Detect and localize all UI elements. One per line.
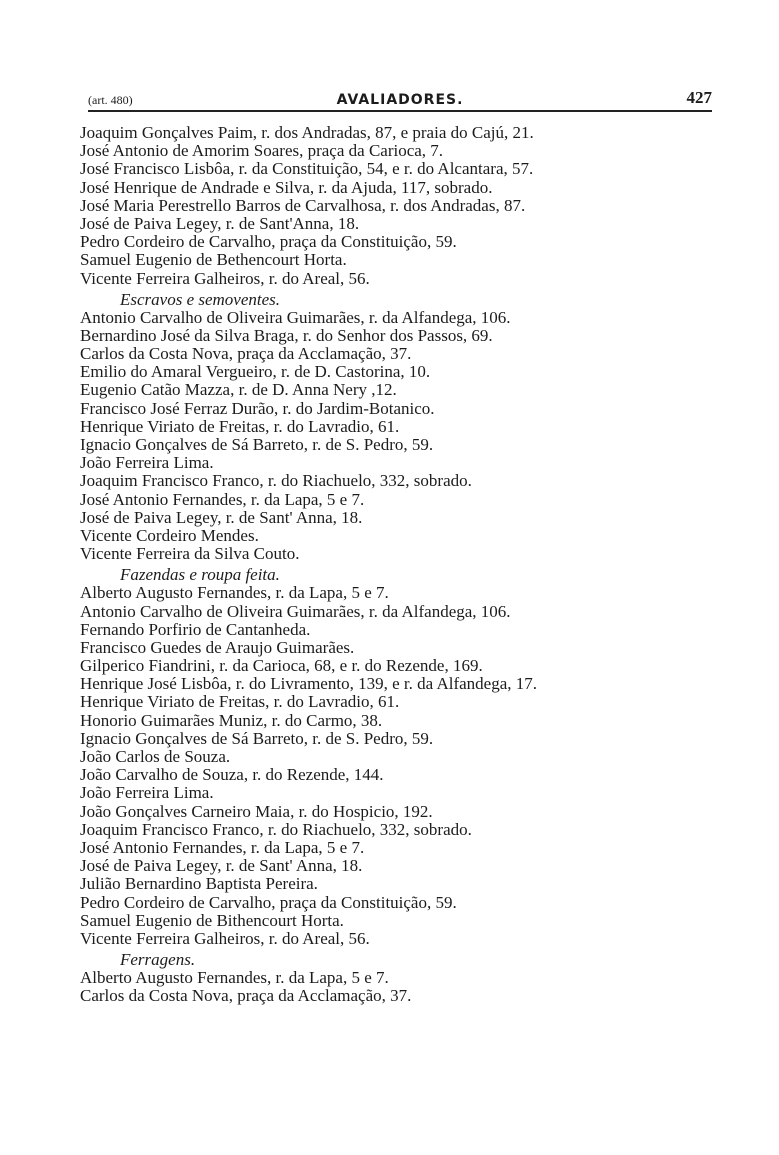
section-heading: Fazendas e roupa feita. <box>120 565 280 585</box>
list-item: José de Paiva Legey, r. de Sant' Anna, 18. <box>80 856 363 876</box>
list-item: Vicente Cordeiro Mendes. <box>80 525 259 545</box>
list-item: José Antonio de Amorim Soares, praça da Carioca, 7. <box>80 141 444 161</box>
list-item: José Antonio Fernandes, r. da Lapa, 5 e 7. <box>80 489 365 509</box>
list-item: Alberto Augusto Fernandes, r. da Lapa, 5 e 7. <box>80 968 389 988</box>
list-item: Joaquim Francisco Franco, r. do Riachuelo, 332, sobrado. <box>80 819 472 839</box>
list-item: Pedro Cordeiro de Carvalho, praça da Constituição, 59. <box>80 232 457 252</box>
list-item: João Ferreira Lima. <box>80 453 214 473</box>
list-item: Ignacio Gonçalves de Sá Barreto, r. de S. Pedro, 59. <box>80 728 434 748</box>
list-item: Antonio Carvalho de Oliveira Guimarães, r. da Alfandega, 106. <box>80 601 511 621</box>
list-item: Henrique Viriato de Freitas, r. do Lavradio, 61. <box>80 416 400 436</box>
document-body <box>80 124 720 1005</box>
list-item: Henrique José Lisbôa, r. do Livramento, 139, e r. da Alfandega, 17. <box>80 674 537 694</box>
list-item: José Antonio Fernandes, r. da Lapa, 5 e 7. <box>80 837 365 857</box>
page-title: AVALIADORES. <box>336 92 464 108</box>
list-item: João Carvalho de Souza, r. do Rezende, 144. <box>80 765 384 785</box>
list-item: Francisco José Ferraz Durão, r. do Jardim-Botanico. <box>80 398 435 418</box>
list-item: Francisco Guedes de Araujo Guimarães. <box>80 637 355 657</box>
list-item: Henrique Viriato de Freitas, r. do Lavradio, 61. <box>80 692 400 712</box>
section-heading: Escravos e semoventes. <box>120 289 281 309</box>
list-item: Emilio do Amaral Vergueiro, r. de D. Castorina, 10. <box>80 362 431 382</box>
list-item: Samuel Eugenio de Bethencourt Horta. <box>80 250 347 270</box>
list-item: João Gonçalves Carneiro Maia, r. do Hospicio, 192. <box>80 801 433 821</box>
list-item: Samuel Eugenio de Bithencourt Horta. <box>80 910 344 930</box>
page-number: 427 <box>686 88 712 107</box>
list-item: Vicente Ferreira Galheiros, r. do Areal, 56. <box>80 268 370 288</box>
list-item: Antonio Carvalho de Oliveira Guimarães, r. da Alfandega, 106. <box>80 307 511 327</box>
section-heading: Ferragens. <box>120 950 196 970</box>
page-header <box>88 84 712 112</box>
list-item: José Francisco Lisbôa, r. da Constituição, 54, e r. do Alcantara, 57. <box>80 159 534 179</box>
list-item: Honorio Guimarães Muniz, r. do Carmo, 38. <box>80 710 383 730</box>
list-item: João Carlos de Souza. <box>80 747 231 766</box>
list-item: Alberto Augusto Fernandes, r. da Lapa, 5 e 7. <box>80 583 389 603</box>
list-item: Pedro Cordeiro de Carvalho, praça da Constituição, 59. <box>80 892 457 912</box>
list-item: José de Paiva Legey, r. de Sant' Anna, 18. <box>80 507 363 527</box>
list-item: Carlos da Costa Nova, praça da Acclamação, 37. <box>80 344 412 364</box>
list-item: Gilperico Fiandrini, r. da Carioca, 68, e r. do Rezende, 169. <box>80 656 483 676</box>
list-item: João Ferreira Lima. <box>80 783 214 803</box>
list-item: Bernardino José da Silva Braga, r. do Senhor dos Passos, 69. <box>80 325 493 345</box>
list-item: Carlos da Costa Nova, praça da Acclamação, 37. <box>80 986 412 1006</box>
list-item: Ignacio Gonçalves de Sá Barreto, r. de S. Pedro, 59. <box>80 435 434 454</box>
list-item: Julião Bernardino Baptista Pereira. <box>80 874 318 894</box>
list-item: José de Paiva Legey, r. de Sant'Anna, 18. <box>80 213 360 233</box>
list-item: Vicente Ferreira da Silva Couto. <box>80 544 300 564</box>
list-item: Vicente Ferreira Galheiros, r. do Areal, 56. <box>80 928 370 948</box>
list-item: Eugenio Catão Mazza, r. de D. Anna Nery ,12. <box>80 380 397 400</box>
list-item: José Henrique de Andrade e Silva, r. da Ajuda, 117, sobrado. <box>80 177 493 197</box>
list-item: Fernando Porfirio de Cantanheda. <box>80 619 311 639</box>
list-item: Joaquim Francisco Franco, r. do Riachuelo, 332, sobrado. <box>80 471 472 491</box>
list-item: José Maria Perestrello Barros de Carvalhosa, r. dos Andradas, 87. <box>80 195 526 215</box>
list-item: Joaquim Gonçalves Paim, r. dos Andradas, 87, e praia do Cajú, 21. <box>80 123 534 142</box>
article-reference: (art. 480) <box>88 93 133 107</box>
